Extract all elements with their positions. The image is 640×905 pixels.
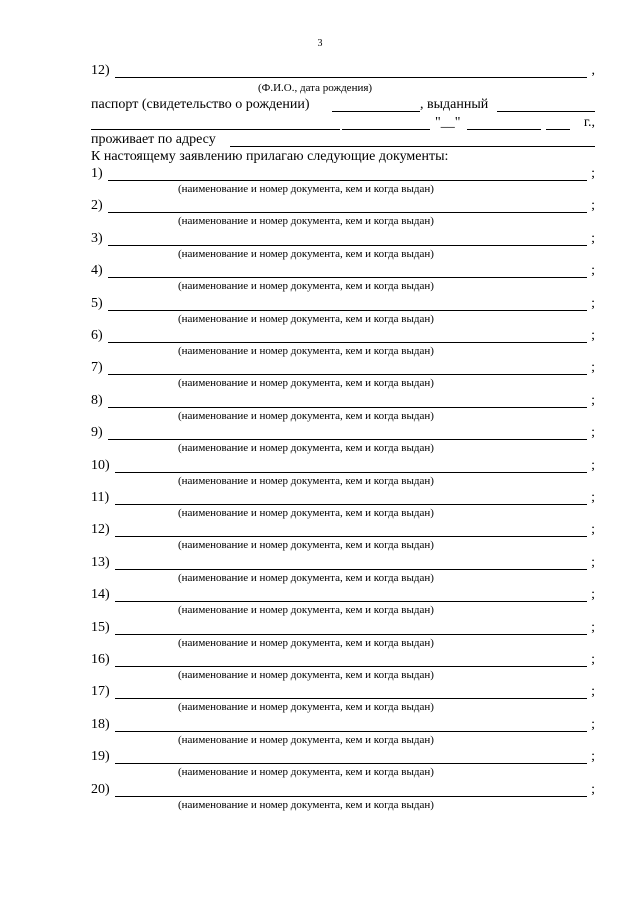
document-caption: (наименование и номер документа, кем и когда выдан)	[178, 442, 434, 454]
issued-by-field[interactable]	[497, 111, 595, 112]
document-row	[91, 262, 595, 280]
document-end: ;	[591, 717, 595, 732]
issued-by-field-2[interactable]	[91, 129, 340, 130]
document-field[interactable]	[108, 374, 587, 375]
document-field[interactable]	[115, 569, 587, 570]
document-number: 7)	[91, 360, 103, 375]
document-end: ;	[591, 522, 595, 537]
document-caption: (наименование и номер документа, кем и когда выдан)	[178, 475, 434, 487]
document-end: ;	[591, 328, 595, 343]
document-end: ;	[591, 360, 595, 375]
person-number: 12)	[91, 63, 110, 78]
document-caption: (наименование и номер документа, кем и когда выдан)	[178, 215, 434, 227]
document-number: 17)	[91, 684, 110, 699]
document-row	[91, 424, 595, 442]
document-row	[91, 554, 595, 572]
document-number: 4)	[91, 263, 103, 278]
document-number: 16)	[91, 652, 110, 667]
document-field[interactable]	[115, 698, 587, 699]
document-row	[91, 295, 595, 313]
document-caption: (наименование и номер документа, кем и когда выдан)	[178, 410, 434, 422]
document-row	[91, 716, 595, 734]
document-row	[91, 359, 595, 377]
document-field[interactable]	[108, 407, 587, 408]
issue-day-field[interactable]: "__"	[435, 115, 461, 130]
document-caption: (наименование и номер документа, кем и когда выдан)	[178, 539, 434, 551]
document-row	[91, 230, 595, 248]
person-name-end: ,	[591, 63, 595, 78]
document-number: 9)	[91, 425, 103, 440]
document-row	[91, 489, 595, 507]
document-end: ;	[591, 198, 595, 213]
document-number: 3)	[91, 231, 103, 246]
address-row	[91, 131, 595, 149]
document-row	[91, 586, 595, 604]
document-end: ;	[591, 296, 595, 311]
document-end: ;	[591, 490, 595, 505]
document-caption: (наименование и номер документа, кем и когда выдан)	[178, 637, 434, 649]
document-number: 5)	[91, 296, 103, 311]
document-end: ;	[591, 652, 595, 667]
document-end: ;	[591, 782, 595, 797]
document-row	[91, 457, 595, 475]
document-field[interactable]	[115, 796, 587, 797]
document-number: 6)	[91, 328, 103, 343]
document-number: 19)	[91, 749, 110, 764]
document-field[interactable]	[108, 212, 587, 213]
document-field[interactable]	[108, 342, 587, 343]
document-end: ;	[591, 684, 595, 699]
document-field[interactable]	[108, 277, 587, 278]
address-field[interactable]	[230, 146, 595, 147]
document-caption: (наименование и номер документа, кем и когда выдан)	[178, 313, 434, 325]
document-caption: (наименование и номер документа, кем и когда выдан)	[178, 669, 434, 681]
document-end: ;	[591, 166, 595, 181]
passport-row	[91, 96, 595, 114]
document-number: 8)	[91, 393, 103, 408]
person-name-field[interactable]	[115, 77, 587, 78]
document-number: 12)	[91, 522, 110, 537]
document-caption: (наименование и номер документа, кем и когда выдан)	[178, 280, 434, 292]
document-number: 11)	[91, 490, 110, 505]
document-number: 20)	[91, 782, 110, 797]
document-end: ;	[591, 620, 595, 635]
document-field[interactable]	[108, 439, 587, 440]
document-caption: (наименование и номер документа, кем и когда выдан)	[178, 734, 434, 746]
document-field[interactable]	[115, 504, 587, 505]
document-field[interactable]	[115, 731, 587, 732]
document-row	[91, 165, 595, 183]
document-field[interactable]	[115, 763, 587, 764]
document-row	[91, 521, 595, 539]
address-label: проживает по адресу	[91, 132, 216, 147]
document-end: ;	[591, 425, 595, 440]
document-number: 10)	[91, 458, 110, 473]
document-row	[91, 748, 595, 766]
document-field[interactable]	[108, 245, 587, 246]
document-caption: (наименование и номер документа, кем и когда выдан)	[178, 799, 434, 811]
document-caption: (наименование и номер документа, кем и когда выдан)	[178, 377, 434, 389]
document-row	[91, 327, 595, 345]
person-name-caption: (Ф.И.О., дата рождения)	[258, 82, 373, 94]
document-end: ;	[591, 587, 595, 602]
document-number: 14)	[91, 587, 110, 602]
document-number: 15)	[91, 620, 110, 635]
document-end: ;	[591, 393, 595, 408]
issue-month-field[interactable]	[467, 129, 541, 130]
page-number: 3	[317, 38, 323, 49]
document-end: ;	[591, 458, 595, 473]
document-caption: (наименование и номер документа, кем и когда выдан)	[178, 183, 434, 195]
document-number: 13)	[91, 555, 110, 570]
issued-by-field-3[interactable]	[342, 129, 430, 130]
issued-label: , выданный	[420, 97, 489, 112]
document-caption: (наименование и номер документа, кем и когда выдан)	[178, 507, 434, 519]
document-field[interactable]	[115, 666, 587, 667]
document-caption: (наименование и номер документа, кем и когда выдан)	[178, 701, 434, 713]
document-field[interactable]	[115, 536, 587, 537]
document-end: ;	[591, 231, 595, 246]
document-end: ;	[591, 263, 595, 278]
document-field[interactable]	[108, 180, 587, 181]
document-end: ;	[591, 749, 595, 764]
document-caption: (наименование и номер документа, кем и когда выдан)	[178, 248, 434, 260]
person-name-row	[91, 62, 595, 80]
document-caption: (наименование и номер документа, кем и когда выдан)	[178, 572, 434, 584]
document-row	[91, 197, 595, 215]
passport-label: паспорт (свидетельство о рождении)	[91, 97, 310, 112]
document-row	[91, 392, 595, 410]
document-row	[91, 683, 595, 701]
document-caption: (наименование и номер документа, кем и когда выдан)	[178, 345, 434, 357]
document-field[interactable]	[108, 310, 587, 311]
document-row	[91, 651, 595, 669]
document-number: 2)	[91, 198, 103, 213]
document-end: ;	[591, 555, 595, 570]
document-field[interactable]	[115, 472, 587, 473]
issue-date-row	[91, 114, 595, 132]
issue-year-field[interactable]	[546, 129, 570, 130]
document-field[interactable]	[115, 634, 587, 635]
document-caption: (наименование и номер документа, кем и когда выдан)	[178, 604, 434, 616]
document-caption: (наименование и номер документа, кем и когда выдан)	[178, 766, 434, 778]
year-suffix: г.,	[583, 115, 595, 130]
document-row	[91, 619, 595, 637]
document-row	[91, 781, 595, 799]
document-field[interactable]	[115, 601, 587, 602]
document-number: 1)	[91, 166, 103, 181]
document-number: 18)	[91, 717, 110, 732]
passport-number-field[interactable]	[332, 111, 420, 112]
documents-heading: К настоящему заявлению прилагаю следующие документы:	[91, 149, 449, 164]
